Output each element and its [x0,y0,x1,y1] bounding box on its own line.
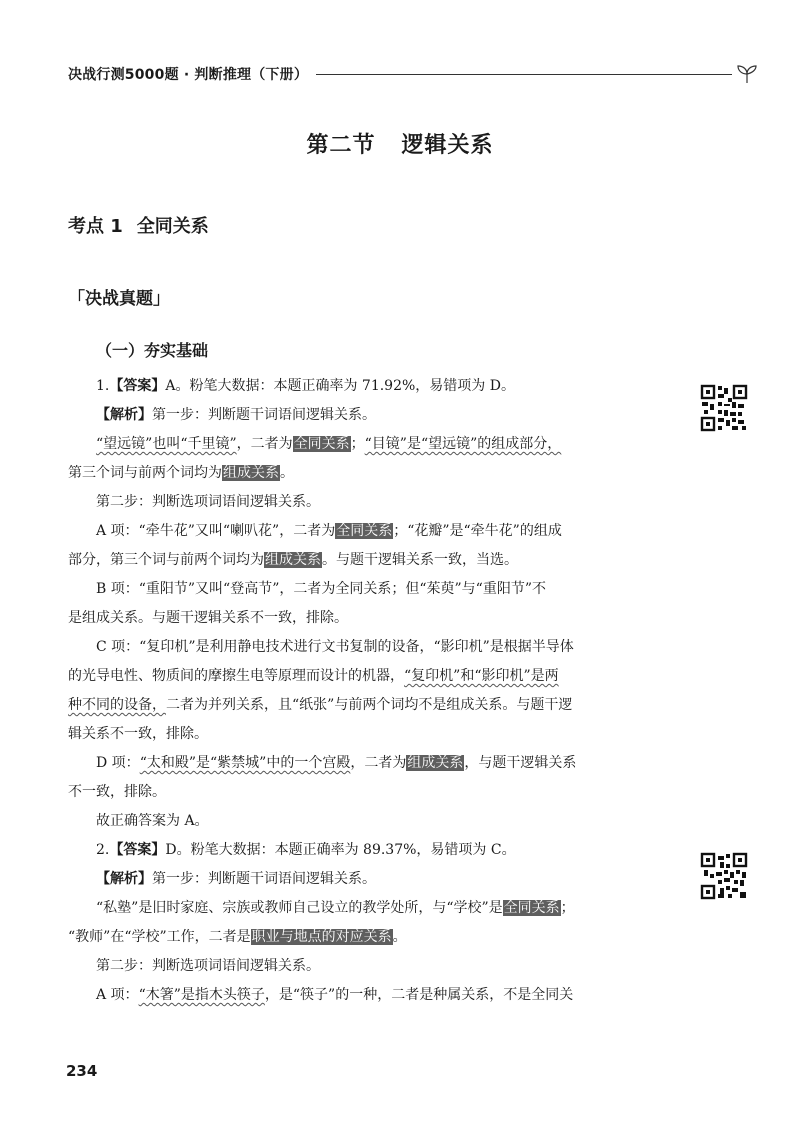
q1-option-a: A 项：“牵牛花”又叫“喇叭花”，二者为全同关系；“花瓣”是“牵牛花”的组成 [96,523,562,539]
analysis-tag: 【解析】 [96,871,152,887]
book-title: 决战行测5000题 · 判断推理（下册） [68,67,309,83]
highlight-tag: 组成关系 [407,755,464,771]
q1-step2: 第二步：判断选项词语间逻辑关系。 [96,494,320,510]
q2-step2: 第二步：判断选项词语间逻辑关系。 [96,958,320,974]
q1-stem-line: 第三个词与前两个词均为组成关系。 [68,465,294,481]
answer-explanations [68,372,672,1010]
highlight-tag: 组成关系 [223,465,279,481]
highlight-tag: 全同关系 [503,900,560,916]
qr-code-icon[interactable] [700,852,748,900]
q2-stem-line: “私塾”是旧时家庭、宗族或教师自己设立的教学处所，与“学校”是全同关系； [96,900,575,916]
q2-analysis-line: 【解析】第一步：判断题干词语间逻辑关系。 [96,871,376,887]
q1-option-c: 种不同的设备，二者为并列关系，且“纸张”与前两个词均不是组成关系。与题干逻 [68,697,573,713]
exam-point-number: 考点 1 [68,216,123,237]
highlight-tag: 职业与地点的对应关系 [251,929,392,945]
q2-option-a: A 项：“木箸”是指木头筷子，是“筷子”的一种，二者是种属关系，不是全同关 [96,987,574,1003]
section-number: 第二节 [306,133,376,158]
header-rule [316,74,732,75]
q1-option-d: D 项：“太和殿”是“紫禁城”中的一个宫殿，二者为组成关系，与题干逻辑关系 [96,755,577,771]
subsection-heading: （一）夯实基础 [96,341,209,360]
q1-option-c: 的光导电性、物质间的摩擦生电等原理而设计的机器，“复印机”和“影印机”是两 [68,668,559,684]
section-name: 逻辑关系 [401,133,494,158]
q1-stem-line: “望远镜”也叫“千里镜”，二者为全同关系；“目镜”是“望远镜”的组成部分， [96,436,562,452]
q1-option-a: 部分，第三个词与前两个词均为组成关系。与题干逻辑关系一致，当选。 [68,552,518,568]
exam-point-title [68,212,209,238]
analysis-tag: 【解析】 [96,407,152,423]
highlight-tag: 全同关系 [336,523,393,539]
practice-heading: 「决战真题」 [68,289,170,309]
q2-answer-line: 2.【答案】D。粉笔大数据：本题正确率为 89.37%，易错项为 C。 [96,842,516,858]
q1-option-d: 不一致，排除。 [68,784,166,800]
q1-option-c: 辑关系不一致，排除。 [68,726,208,742]
highlight-tag: 全同关系 [293,436,350,452]
answer-tag: 【答案】 [109,842,166,858]
q1-analysis-line: 【解析】第一步：判断题干词语间逻辑关系。 [96,407,376,423]
q1-option-b: 是组成关系。与题干逻辑关系不一致，排除。 [68,610,348,626]
qr-code-icon[interactable] [700,384,748,432]
section-title [0,128,800,159]
answer-tag: 【答案】 [109,378,166,394]
running-header [68,62,758,86]
exam-point-name: 全同关系 [136,216,209,237]
highlight-tag: 组成关系 [265,552,321,568]
q1-option-b: B 项：“重阳节”又叫“登高节”，二者为全同关系；但“茱萸”与“重阳节”不 [96,581,546,597]
page-number: 234 [66,1062,98,1080]
q1-option-c: C 项：“复印机”是利用静电技术进行文书复制的设备，“影印机”是根据半导体 [96,639,574,655]
q1-answer-line: 1.【答案】A。粉笔大数据：本题正确率为 71.92%，易错项为 D。 [96,378,515,394]
q2-stem-line: “教师”在“学校”工作，二者是职业与地点的对应关系。 [68,929,407,945]
sprout-icon [736,64,758,84]
q1-final-answer: 故正确答案为 A。 [96,813,209,829]
